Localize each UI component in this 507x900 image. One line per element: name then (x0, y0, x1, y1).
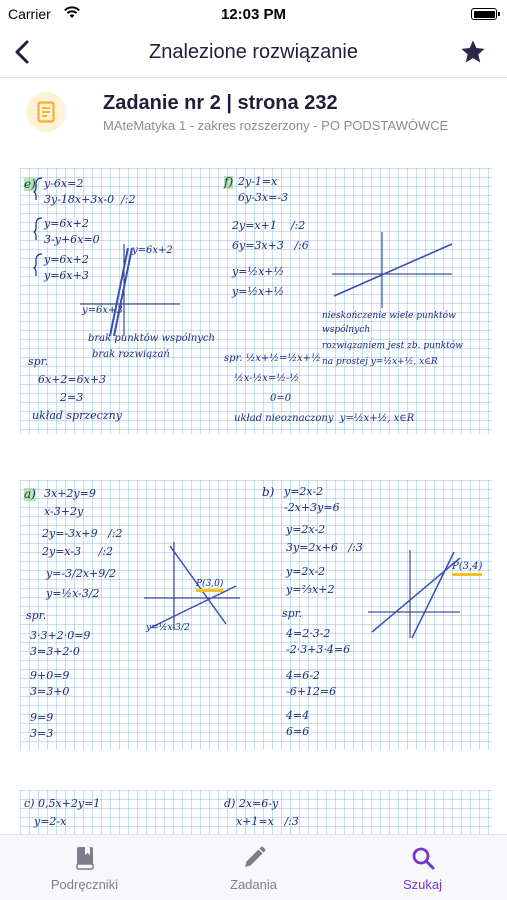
f-line-2: 6y-3x=-3 (238, 191, 289, 204)
e-line-2: 3y-18x+3x-0 /:2 (44, 193, 136, 206)
document-icon (26, 92, 66, 132)
e-graph-label-top: y=6x+2 (132, 245, 173, 256)
e-line-4: 3-y+6x=0 (44, 233, 100, 246)
a-line-4: 2y=x-3 /:2 (42, 545, 114, 558)
a-check-2: 3·3+2·0=9 (30, 629, 91, 642)
b-check-4: 4=6-2 (286, 669, 320, 682)
e-check-4: układ sprzeczny (32, 409, 122, 422)
graph-a (144, 542, 244, 632)
tab-podreczniki[interactable] (0, 835, 169, 900)
a-line-6: y=½x-3/2 (46, 587, 100, 600)
book-subtitle: MAteMatyka 1 - zakres rozszerzony - PO PODSTAWÓWCE (103, 118, 449, 133)
search-icon (410, 845, 436, 871)
task-header (0, 86, 507, 142)
a-check-7: 3=3 (30, 727, 54, 740)
f-line-3: 2y=x+1 /:2 (232, 219, 306, 232)
c-line-2: y=2-x (34, 815, 67, 828)
e-line-3: y=6x+2 (44, 217, 89, 230)
exercise-f-label: f) (224, 175, 234, 189)
e-check-3: 2=3 (60, 391, 84, 404)
exercise-b-label: b) (262, 485, 275, 499)
e-graph-label-bottom: y=6x+3 (82, 305, 123, 316)
a-line-1: 3x+2y=9 (44, 487, 96, 500)
tab-zadania-label: Zadania (230, 877, 277, 892)
f-check-1: spr. ½x+½=½x+½ (224, 353, 321, 364)
screen-title: Znalezione rozwiązanie (148, 41, 358, 63)
graph-f (332, 230, 462, 310)
status-bar (0, 0, 507, 28)
a-intersection-point: P(3,0) (196, 580, 223, 592)
f-note-4: na prostej y=½x+½, x∈R (322, 357, 438, 367)
f-line-5: y=½x+½ (232, 265, 285, 278)
task-title: Zadanie nr 2 | strona 232 (103, 92, 338, 114)
b-line-5: y=2x-2 (286, 565, 326, 578)
solution-sheet-2 (20, 480, 492, 750)
e-note-2: brak rozwiązań (92, 349, 170, 360)
tab-podreczniki-label: Podręczniki (50, 877, 119, 892)
b-intersection-point: P(3,4) (452, 562, 482, 576)
f-note-3: rozwiązaniem jest zb. punktów (322, 341, 463, 351)
d-line-1: d) 2x=6-y (224, 797, 279, 810)
a-check-5: 3=3+0 (30, 685, 70, 698)
d-line-2: x+1=x /:3 (236, 815, 299, 828)
a-line-label: y=½x-3/2 (146, 623, 190, 633)
f-note-1: nieskończenie wiele punktów (322, 311, 456, 321)
solution-sheet-3 (20, 790, 492, 834)
solution-sheet-1 (20, 168, 492, 434)
carrier-label: Carrier (8, 6, 51, 22)
tab-szukaj-label: Szukaj (402, 877, 443, 892)
a-check-4: 9+0=9 (30, 669, 70, 682)
b-line-1: y=2x-2 (284, 485, 324, 498)
battery-icon (471, 8, 497, 20)
e-check-2: 6x+2=6x+3 (38, 373, 107, 386)
e-note-1: brak punktów wspólnych (88, 333, 215, 344)
exercise-e-label: e) (24, 177, 36, 191)
f-line-6: y=½x+½ (232, 285, 285, 298)
navigation-bar (0, 28, 507, 78)
b-line-3: y=2x-2 (286, 523, 326, 536)
favorite-star-icon[interactable] (459, 38, 487, 66)
e-line-1: y-6x=2 (44, 177, 84, 190)
b-check-7: 6=6 (286, 725, 310, 738)
b-check-1: spr. (282, 607, 303, 620)
f-check-4: układ nieoznaczony y=½x+½, x∈R (234, 413, 415, 424)
tab-szukaj[interactable] (338, 835, 507, 900)
a-check-3: 3=3+2·0 (30, 645, 80, 658)
b-line-4: 3y=2x+6 /:3 (286, 541, 363, 554)
a-check-6: 9=9 (30, 711, 54, 724)
tab-bar (0, 834, 507, 900)
f-note-2: wspólnych (322, 325, 371, 335)
f-check-2: ½x-½x=½-½ (234, 373, 300, 384)
b-check-2: 4=2·3-2 (286, 627, 331, 640)
a-line-5: y=-3/2x+9/2 (46, 567, 116, 580)
pencil-icon (241, 845, 267, 871)
b-check-5: -6+12=6 (286, 685, 337, 698)
tab-zadania[interactable] (169, 835, 338, 900)
b-check-6: 4=4 (286, 709, 310, 722)
b-check-3: -2·3+3·4=6 (286, 643, 351, 656)
f-line-4: 6y=3x+3 /:6 (232, 239, 309, 252)
book-icon (72, 845, 98, 871)
exercise-a-label: a) (24, 487, 36, 501)
f-check-3: 0=0 (270, 393, 292, 404)
clock: 12:03 PM (220, 6, 287, 23)
b-line-6: y=⅔x+2 (286, 583, 335, 596)
e-check-1: spr. (28, 355, 49, 368)
solution-image (0, 150, 507, 834)
a-check-1: spr. (26, 609, 47, 622)
c-line-1: c) 0,5x+2y=1 (24, 797, 101, 810)
brace-decoration (34, 176, 44, 286)
e-line-5: y=6x+2 (44, 253, 89, 266)
b-line-2: -2x+3y=6 (284, 501, 340, 514)
f-line-1: 2y-1=x (238, 175, 278, 188)
a-line-3: 2y=-3x+9 /:2 (42, 527, 123, 540)
e-line-6: y=6x+3 (44, 269, 89, 282)
a-line-2: x-3+2y (44, 505, 84, 518)
